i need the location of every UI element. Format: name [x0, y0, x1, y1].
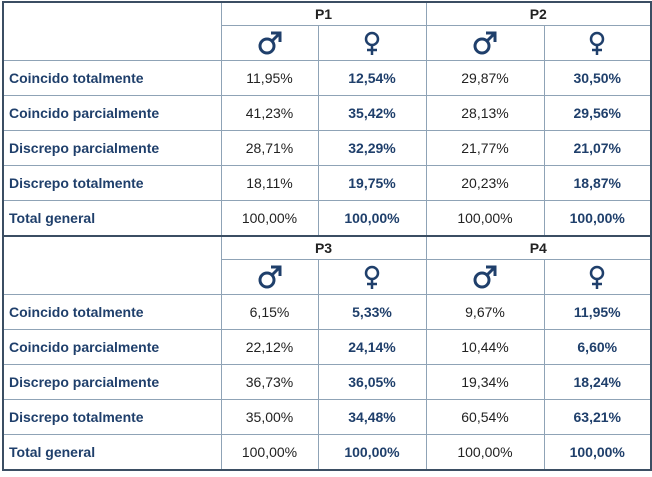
male-value-cell: 36,73%	[221, 365, 318, 400]
period-header: P4	[426, 236, 651, 260]
row-label: Coincido parcialmente	[3, 330, 221, 365]
period-header: P3	[221, 236, 426, 260]
table-row	[3, 435, 651, 471]
table-row	[3, 400, 651, 435]
corner-cell	[3, 2, 221, 61]
row-label: Discrepo parcialmente	[3, 365, 221, 400]
male-value-cell: 41,23%	[221, 96, 318, 131]
male-value-cell: 19,34%	[426, 365, 544, 400]
female-symbol-icon	[584, 30, 610, 56]
male-header	[221, 26, 318, 61]
female-value-cell: 100,00%	[318, 201, 426, 237]
female-value-cell: 18,24%	[544, 365, 651, 400]
period-header: P2	[426, 2, 651, 26]
row-label: Total general	[3, 201, 221, 237]
female-value-cell: 19,75%	[318, 166, 426, 201]
period-header: P1	[221, 2, 426, 26]
female-value-cell: 100,00%	[544, 201, 651, 237]
male-symbol-icon	[472, 264, 498, 290]
male-value-cell: 60,54%	[426, 400, 544, 435]
female-symbol-icon	[584, 264, 610, 290]
row-label: Coincido totalmente	[3, 61, 221, 96]
row-label: Discrepo parcialmente	[3, 131, 221, 166]
male-value-cell: 28,71%	[221, 131, 318, 166]
male-value-cell: 6,15%	[221, 295, 318, 330]
male-value-cell: 11,95%	[221, 61, 318, 96]
row-label: Discrepo totalmente	[3, 400, 221, 435]
period-header-row	[3, 2, 651, 26]
results-table	[2, 1, 652, 471]
table-row	[3, 131, 651, 166]
table-row	[3, 96, 651, 131]
male-header	[426, 260, 544, 295]
male-symbol-icon	[257, 264, 283, 290]
female-value-cell: 63,21%	[544, 400, 651, 435]
male-header	[426, 26, 544, 61]
male-value-cell: 22,12%	[221, 330, 318, 365]
results-table-container	[2, 1, 650, 471]
female-value-cell: 32,29%	[318, 131, 426, 166]
table-row	[3, 365, 651, 400]
male-value-cell: 29,87%	[426, 61, 544, 96]
male-symbol-icon	[257, 30, 283, 56]
male-value-cell: 18,11%	[221, 166, 318, 201]
row-label: Total general	[3, 435, 221, 471]
male-value-cell: 100,00%	[426, 201, 544, 237]
female-symbol-icon	[359, 264, 385, 290]
male-symbol-icon	[472, 30, 498, 56]
female-value-cell: 100,00%	[544, 435, 651, 471]
female-value-cell: 11,95%	[544, 295, 651, 330]
table-row	[3, 166, 651, 201]
table-row	[3, 330, 651, 365]
female-value-cell: 21,07%	[544, 131, 651, 166]
male-value-cell: 10,44%	[426, 330, 544, 365]
male-value-cell: 9,67%	[426, 295, 544, 330]
male-value-cell: 100,00%	[426, 435, 544, 471]
male-header	[221, 260, 318, 295]
corner-cell	[3, 236, 221, 295]
female-value-cell: 29,56%	[544, 96, 651, 131]
male-value-cell: 28,13%	[426, 96, 544, 131]
male-value-cell: 100,00%	[221, 201, 318, 237]
female-header	[544, 26, 651, 61]
female-header	[318, 260, 426, 295]
female-value-cell: 30,50%	[544, 61, 651, 96]
female-value-cell: 18,87%	[544, 166, 651, 201]
table-row	[3, 295, 651, 330]
male-value-cell: 35,00%	[221, 400, 318, 435]
male-value-cell: 20,23%	[426, 166, 544, 201]
female-header	[318, 26, 426, 61]
female-header	[544, 260, 651, 295]
table-row	[3, 201, 651, 237]
female-value-cell: 12,54%	[318, 61, 426, 96]
female-value-cell: 100,00%	[318, 435, 426, 471]
male-value-cell: 100,00%	[221, 435, 318, 471]
female-symbol-icon	[359, 30, 385, 56]
row-label: Coincido parcialmente	[3, 96, 221, 131]
female-value-cell: 35,42%	[318, 96, 426, 131]
row-label: Coincido totalmente	[3, 295, 221, 330]
row-label: Discrepo totalmente	[3, 166, 221, 201]
female-value-cell: 6,60%	[544, 330, 651, 365]
male-value-cell: 21,77%	[426, 131, 544, 166]
female-value-cell: 5,33%	[318, 295, 426, 330]
female-value-cell: 34,48%	[318, 400, 426, 435]
female-value-cell: 36,05%	[318, 365, 426, 400]
table-row	[3, 61, 651, 96]
period-header-row	[3, 236, 651, 260]
female-value-cell: 24,14%	[318, 330, 426, 365]
